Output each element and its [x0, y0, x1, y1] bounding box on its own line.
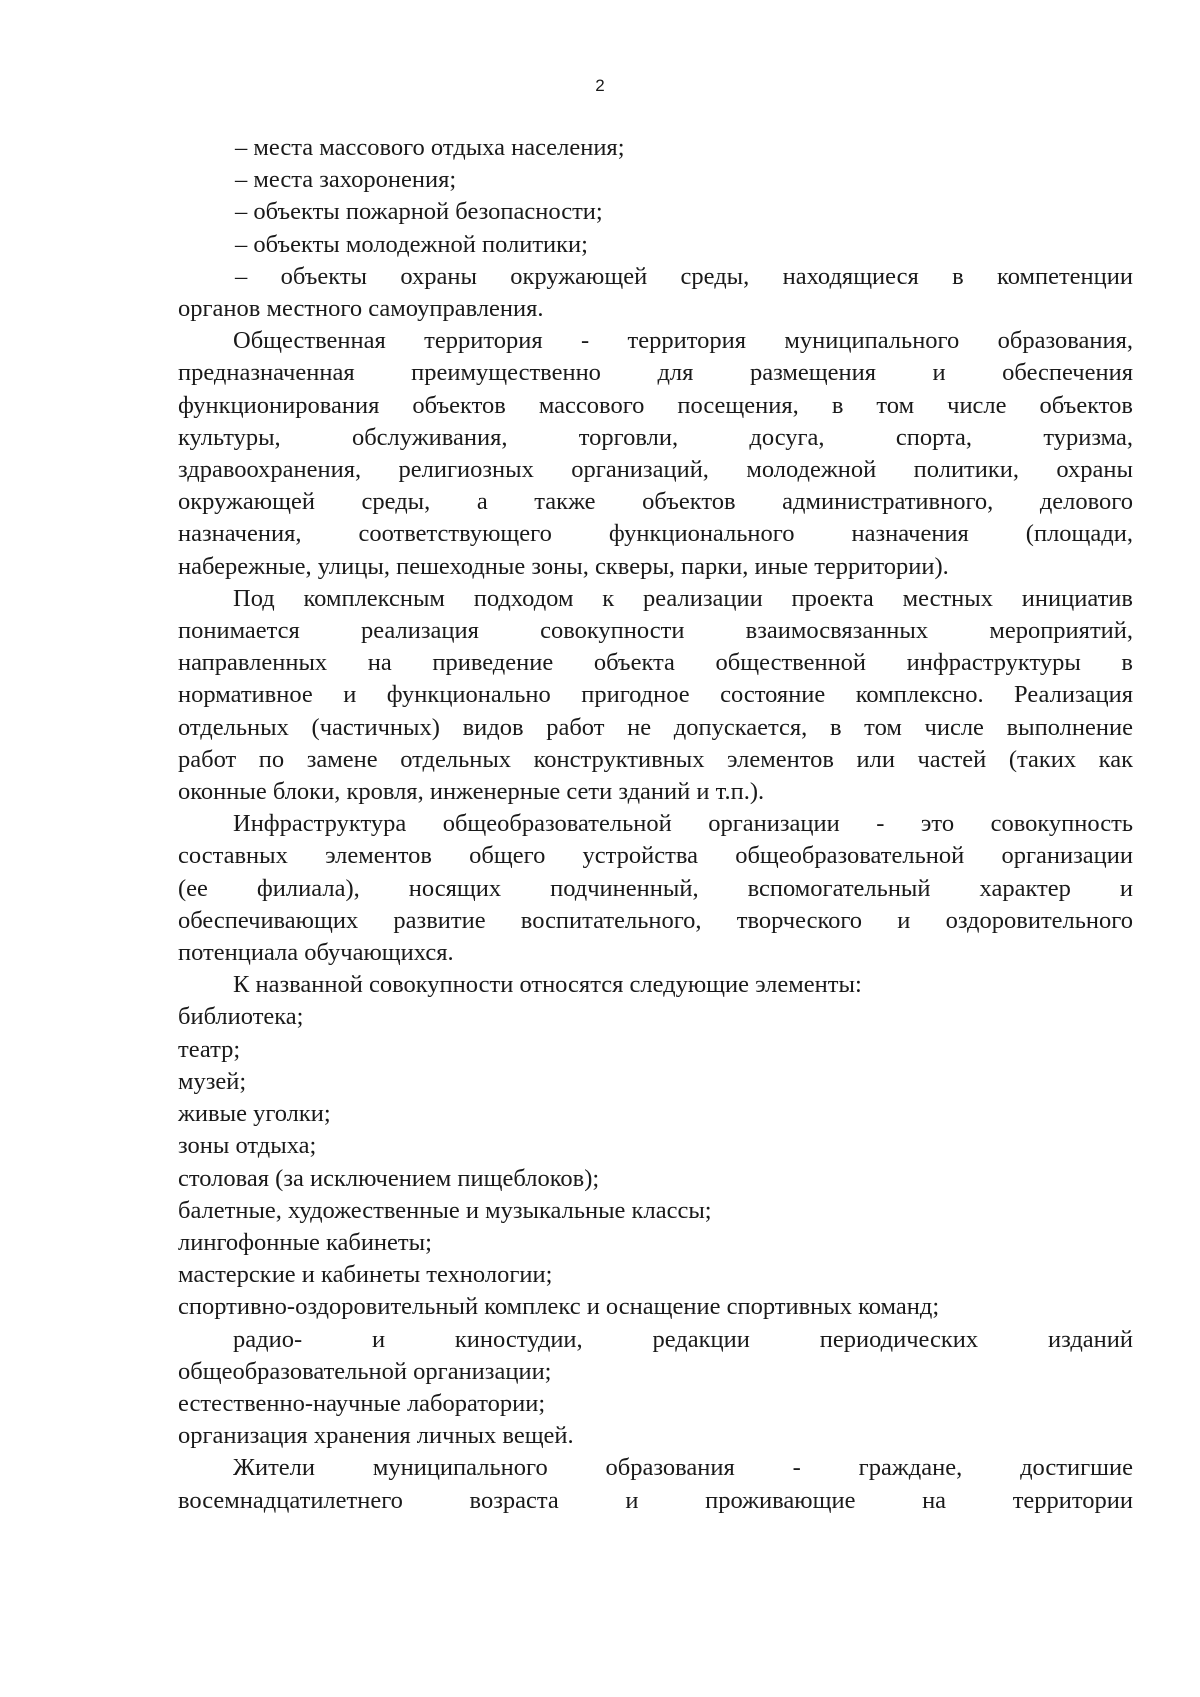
list-item: музей; — [178, 1067, 247, 1095]
list-item: библиотека; — [178, 1003, 304, 1031]
paragraph-line: Под комплексным подходом к реализации проекта местных инициатив — [233, 584, 1133, 612]
list-item: живые уголки; — [178, 1100, 331, 1128]
paragraph-line: восемнадцатилетнего возраста и проживающие на территории — [178, 1486, 1133, 1514]
paragraph-line: оконные блоки, кровля, инженерные сети зданий и т.п.). — [178, 778, 765, 806]
list-item: общеобразовательной организации; — [178, 1357, 552, 1385]
paragraph-line: отдельных (частичных) видов работ не допускается, в том числе выполнение — [178, 713, 1133, 741]
paragraph-line: Общественная территория - территория муниципального образования, — [233, 327, 1133, 355]
list-item: мастерские и кабинеты технологии; — [178, 1261, 553, 1289]
paragraph-line: направленных на приведение объекта общественной инфраструктуры в — [178, 649, 1133, 677]
paragraph-line: предназначенная преимущественно для размещения и обеспечения — [178, 359, 1133, 387]
list-item-dash: – объекты молодежной политики; — [235, 230, 588, 258]
paragraph-line: понимается реализация совокупности взаимосвязанных мероприятий, — [178, 617, 1133, 645]
page-number: 2 — [595, 76, 605, 95]
list-item: радио- и киностудии, редакции периодических изданий — [233, 1325, 1133, 1353]
paragraph-line: составных элементов общего устройства общеобразовательной организации — [178, 842, 1133, 870]
paragraph-line: окружающей среды, а также объектов административного, делового — [178, 488, 1133, 516]
paragraph-line: функционирования объектов массового посещения, в том числе объектов — [178, 391, 1133, 419]
paragraph-line: набережные, улицы, пешеходные зоны, скверы, парки, иные территории). — [178, 552, 949, 580]
paragraph-line: К названной совокупности относятся следующие элементы: — [233, 971, 862, 999]
paragraph-line: Инфраструктура общеобразовательной организации - это совокупность — [233, 810, 1133, 838]
list-item: лингофонные кабинеты; — [178, 1228, 432, 1256]
list-item: зоны отдыха; — [178, 1132, 317, 1160]
list-item: театр; — [178, 1035, 241, 1063]
list-item: столовая (за исключением пищеблоков); — [178, 1164, 600, 1192]
paragraph-line: (ее филиала), носящих подчиненный, вспомогательный характер и — [178, 874, 1133, 902]
text-line: органов местного самоуправления. — [178, 295, 544, 323]
paragraph-line: потенциала обучающихся. — [178, 939, 454, 967]
paragraph-line: работ по замене отдельных конструктивных элементов или частей (таких как — [178, 745, 1133, 773]
list-item: спортивно-оздоровительный комплекс и оснащение спортивных команд; — [178, 1293, 940, 1321]
paragraph-line: Жители муниципального образования - граждане, достигшие — [233, 1454, 1133, 1482]
list-item-dash: – места захоронения; — [235, 166, 457, 194]
paragraph-line: нормативное и функционально пригодное состояние комплексно. Реализация — [178, 681, 1133, 709]
list-item-dash: – объекты охраны окружающей среды, находящиеся в компетенции — [235, 262, 1133, 290]
list-item-dash: – места массового отдыха населения; — [235, 134, 625, 161]
paragraph-line: обеспечивающих развитие воспитательного, творческого и оздоровительного — [178, 906, 1133, 934]
list-item-dash: – объекты пожарной безопасности; — [235, 198, 603, 226]
list-item: балетные, художественные и музыкальные классы; — [178, 1196, 712, 1224]
paragraph-line: культуры, обслуживания, торговли, досуга, спорта, туризма, — [178, 423, 1133, 451]
list-item: организация хранения личных вещей. — [178, 1422, 574, 1450]
paragraph-line: здравоохранения, религиозных организаций, молодежной политики, охраны — [178, 456, 1133, 484]
paragraph-line: назначения, соответствующего функционального назначения (площади, — [178, 520, 1133, 548]
document-body — [178, 132, 1133, 1517]
list-item: естественно-научные лаборатории; — [178, 1389, 546, 1417]
